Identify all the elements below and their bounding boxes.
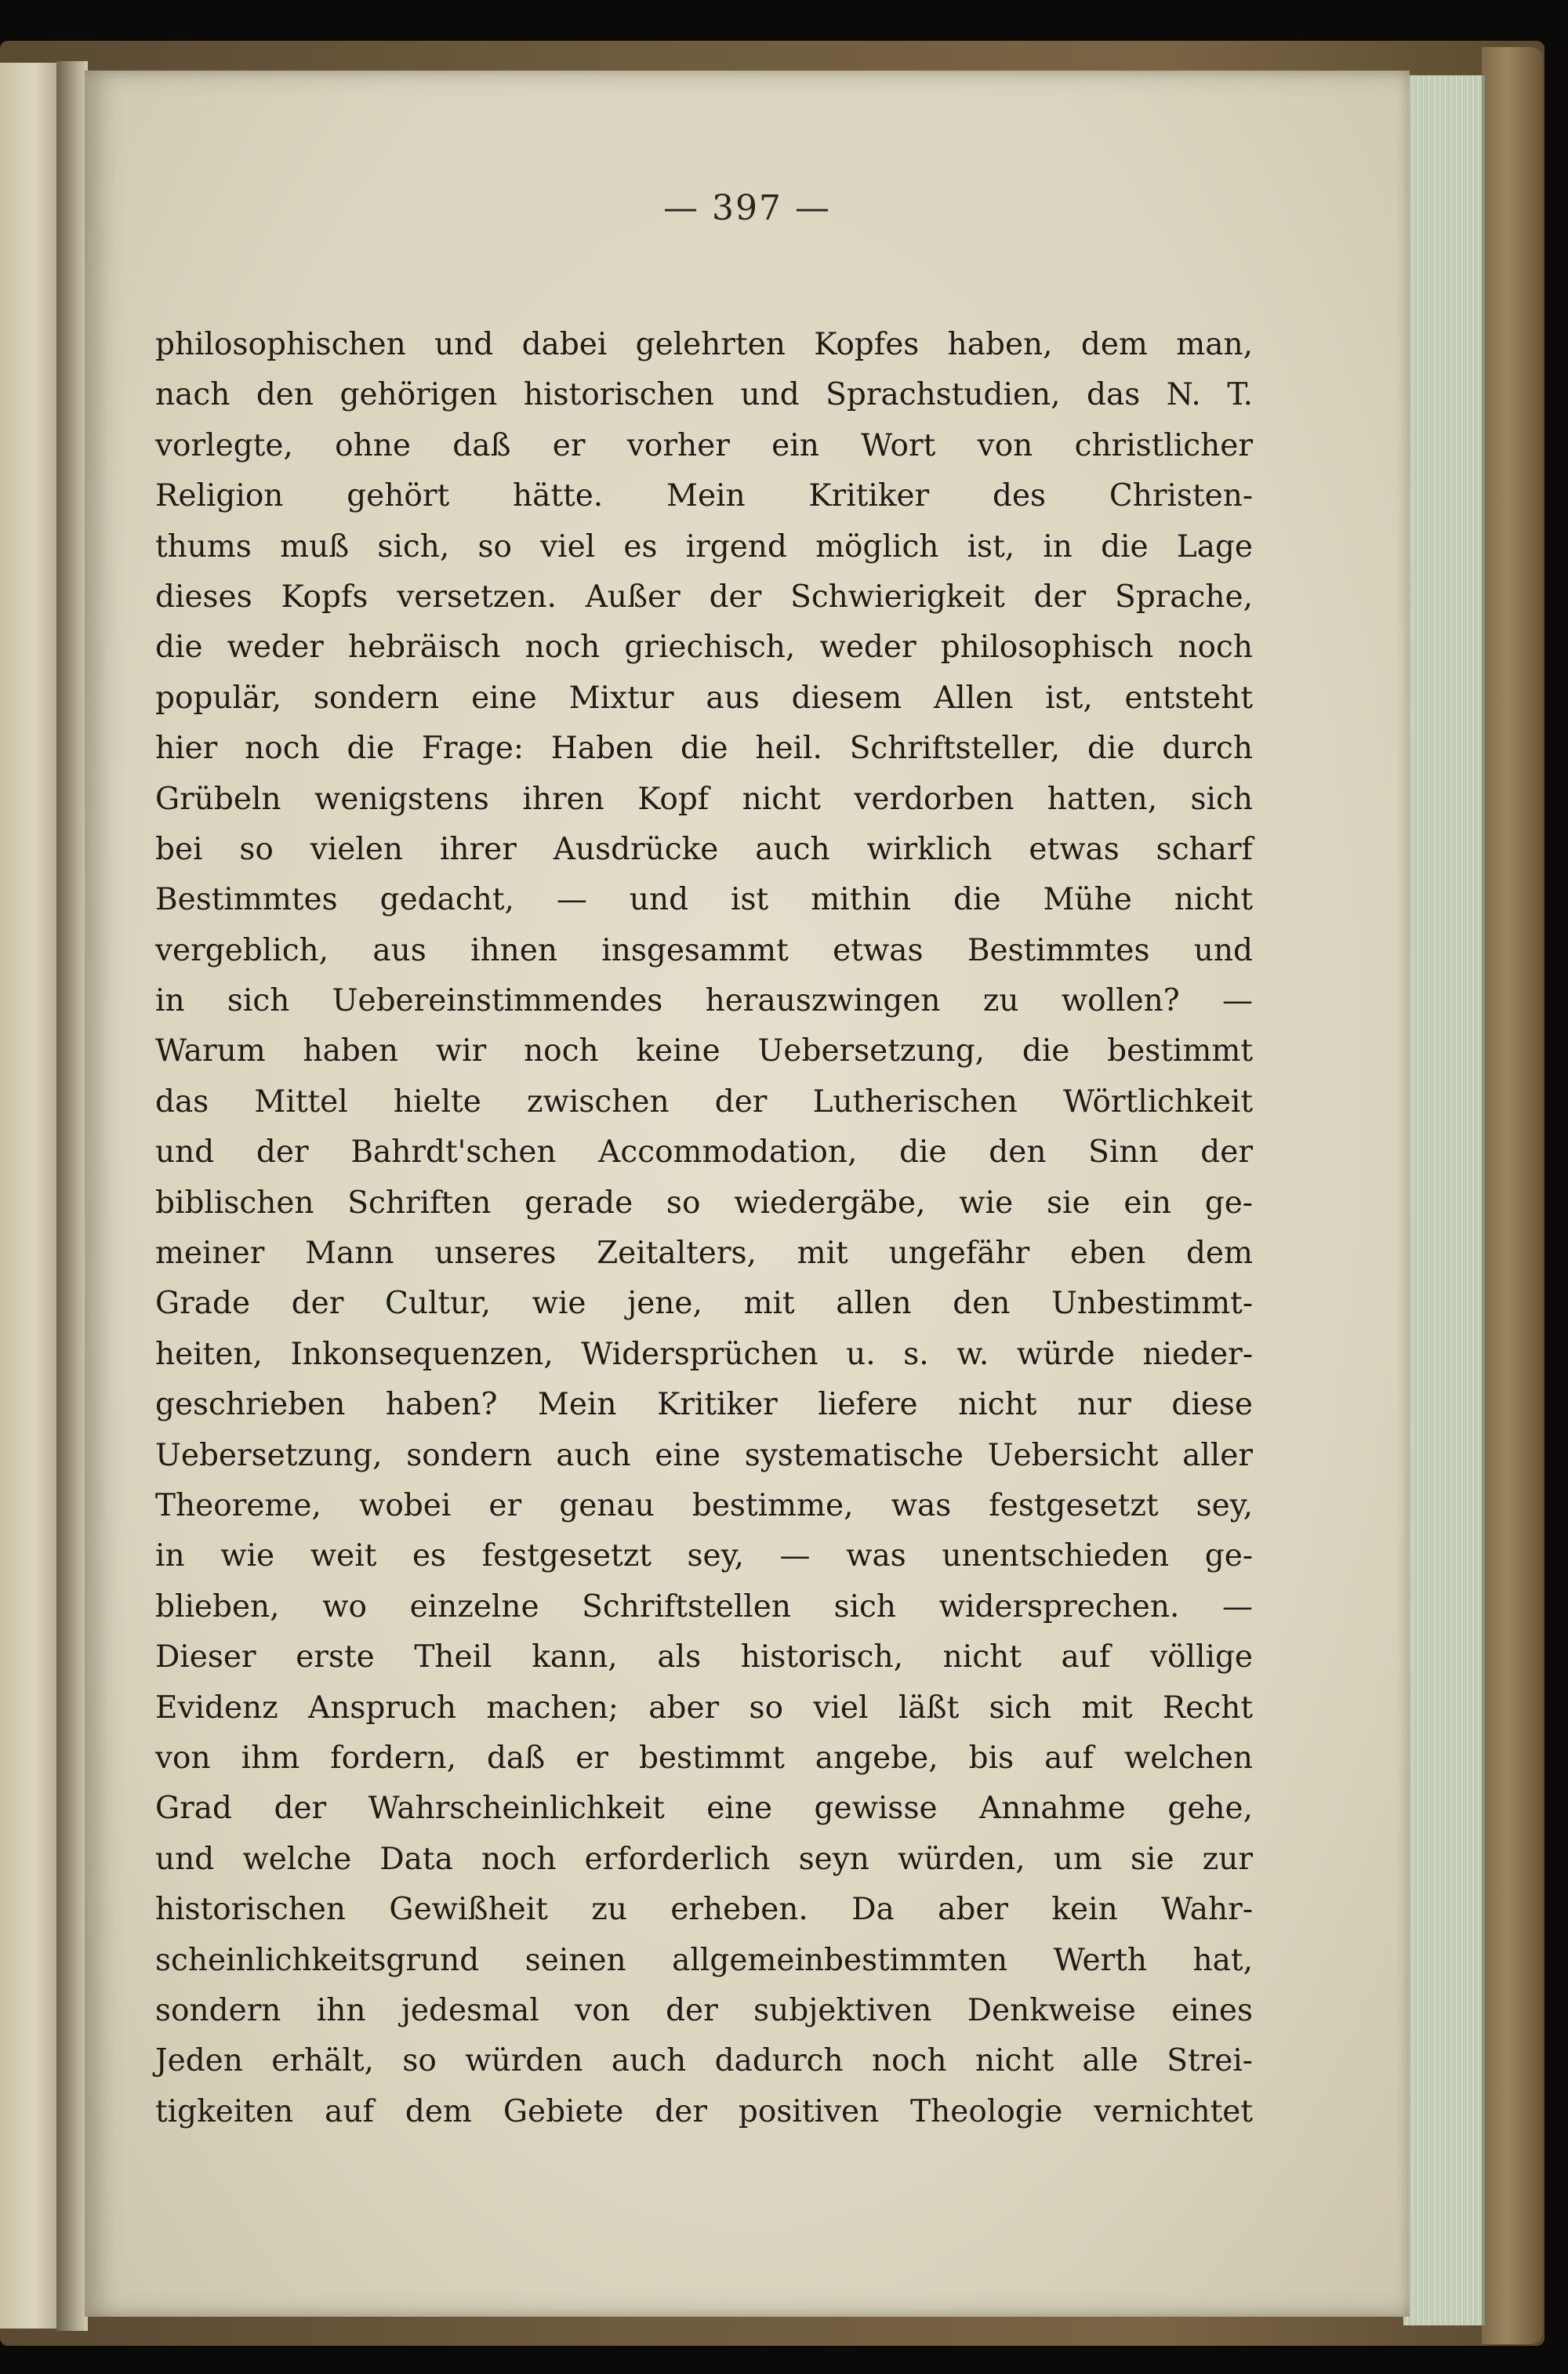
text-line: bei so vielen ihrer Ausdrücke auch wirklich etwas scharf	[155, 831, 1253, 867]
text-line: Grade der Cultur, wie jene, mit allen den Unbestimmt-	[155, 1286, 1253, 1322]
book-cover-edge	[1482, 47, 1543, 2344]
text-line: in wie weit es festgesetzt sey, — was unentschieden ge-	[155, 1538, 1253, 1574]
text-line: Dieser erste Theil kann, als historisch, nicht auf völlige	[155, 1639, 1253, 1675]
text-line: Grübeln wenigstens ihren Kopf nicht verdorben hatten, sich	[155, 781, 1253, 817]
page-edges	[1403, 75, 1485, 2325]
text-line: das Mittel hielte zwischen der Lutherischen Wörtlichkeit	[155, 1084, 1253, 1120]
text-line: scheinlichkeitsgrund seinen allgemeinbestimmten Werth hat,	[155, 1942, 1253, 1978]
page-number: — 397 —	[663, 188, 831, 228]
text-line: Uebersetzung, sondern auch eine systematische Uebersicht aller	[155, 1437, 1253, 1473]
left-page-sliver	[0, 63, 59, 2329]
book-page	[85, 71, 1410, 2317]
text-line: blieben, wo einzelne Schriftstellen sich widersprechen. —	[155, 1588, 1253, 1624]
text-line: Grad der Wahrscheinlichkeit eine gewisse Annahme gehe,	[155, 1791, 1253, 1827]
text-line: populär, sondern eine Mixtur aus diesem Allen ist, entsteht	[155, 680, 1253, 716]
text-line: in sich Uebereinstimmendes herauszwingen zu wollen? —	[155, 983, 1253, 1019]
book-gutter	[56, 61, 88, 2331]
text-line: biblischen Schriften gerade so wiedergäbe, wie sie ein ge-	[155, 1185, 1253, 1221]
text-line: meiner Mann unseres Zeitalters, mit ungefähr eben dem	[155, 1236, 1253, 1272]
text-line: Religion gehört hätte. Mein Kritiker des Christen-	[155, 478, 1253, 514]
text-line: nach den gehörigen historischen und Sprachstudien, das N. T.	[155, 377, 1253, 413]
text-line: Jeden erhält, so würden auch dadurch noch nicht alle Strei-	[155, 2043, 1253, 2079]
text-line: dieses Kopfs versetzen. Außer der Schwierigkeit der Sprache,	[155, 579, 1253, 615]
text-line: die weder hebräisch noch griechisch, weder philosophisch noch	[155, 630, 1253, 666]
text-line: Theoreme, wobei er genau bestimme, was festgesetzt sey,	[155, 1487, 1253, 1523]
text-line: geschrieben haben? Mein Kritiker liefere nicht nur diese	[155, 1387, 1253, 1423]
text-line: Bestimmtes gedacht, — und ist mithin die Mühe nicht	[155, 882, 1253, 918]
body-text	[155, 320, 1253, 2137]
text-line: Evidenz Anspruch machen; aber so viel läßt sich mit Recht	[155, 1690, 1253, 1726]
text-line: und der Bahrdt'schen Accommodation, die den Sinn der	[155, 1134, 1253, 1171]
text-line: von ihm fordern, daß er bestimmt angebe, bis auf welchen	[155, 1740, 1253, 1776]
text-line: thums muß sich, so viel es irgend möglich ist, in die Lage	[155, 528, 1253, 564]
text-line: historischen Gewißheit zu erheben. Da aber kein Wahr-	[155, 1892, 1253, 1928]
text-line: tigkeiten auf dem Gebiete der positiven Theologie vernichtet	[155, 2093, 1253, 2129]
text-line: philosophischen und dabei gelehrten Kopfes haben, dem man,	[155, 327, 1253, 362]
text-line: vorlegte, ohne daß er vorher ein Wort von christlicher	[155, 427, 1253, 463]
text-line: heiten, Inkonsequenzen, Widersprüchen u. s. w. würde nieder-	[155, 1336, 1253, 1372]
text-line: Warum haben wir noch keine Uebersetzung, die bestimmt	[155, 1033, 1253, 1069]
text-line: sondern ihn jedesmal von der subjektiven Denkweise eines	[155, 1992, 1253, 2028]
text-line: hier noch die Frage: Haben die heil. Schriftsteller, die durch	[155, 731, 1253, 767]
text-line: und welche Data noch erforderlich seyn würden, um sie zur	[155, 1841, 1253, 1877]
text-line: vergeblich, aus ihnen insgesammt etwas Bestimmtes und	[155, 932, 1253, 968]
